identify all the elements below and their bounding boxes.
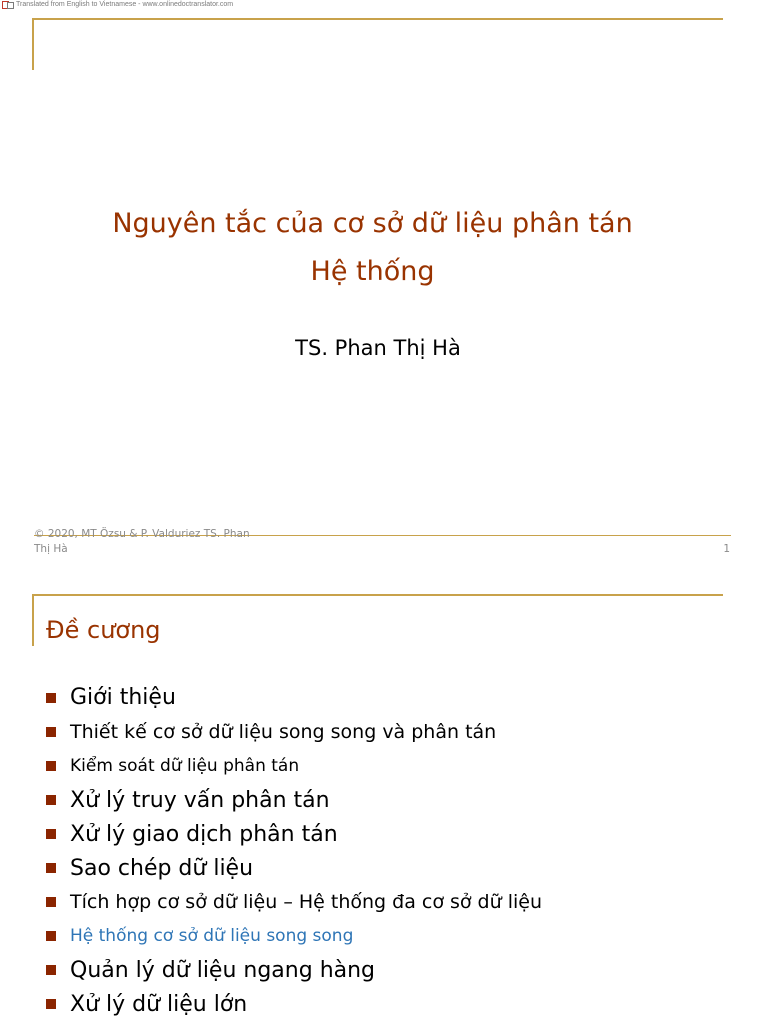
- outline-item: [46, 987, 746, 1021]
- outline-item-label: Xử lý giao dịch phân tán: [70, 821, 338, 847]
- slide2-top-accent-line: [32, 594, 723, 596]
- square-bullet-icon: [46, 727, 56, 737]
- outline-item: [46, 953, 746, 987]
- square-bullet-icon: [46, 761, 56, 771]
- slide1-title-line-1: Nguyên tắc của cơ sở dữ liệu phân tán: [112, 208, 633, 239]
- square-bullet-icon: [46, 829, 56, 839]
- slide2-title: Đề cương: [46, 616, 161, 644]
- slide1-footer-copyright: © 2020, MT Özsu & P. Valduriez TS. Phan Thị Hà: [34, 528, 250, 555]
- outline-list: [46, 680, 746, 1021]
- outline-item: [46, 715, 746, 749]
- outline-item-label: Quản lý dữ liệu ngang hàng: [70, 957, 376, 983]
- outline-item: [46, 680, 746, 715]
- outline-item-highlighted: [46, 919, 746, 953]
- outline-item-label: Thiết kế cơ sở dữ liệu song song và phân tán: [70, 721, 497, 743]
- outline-item-label: Xử lý dữ liệu lớn: [70, 991, 248, 1017]
- translator-banner[interactable]: [2, 0, 233, 9]
- outline-item-label: Hệ thống cơ sở dữ liệu song song: [70, 926, 354, 946]
- outline-item: [46, 749, 746, 783]
- square-bullet-icon: [46, 931, 56, 941]
- square-bullet-icon: [46, 693, 56, 703]
- outline-item-label: Xử lý truy vấn phân tán: [70, 787, 330, 813]
- square-bullet-icon: [46, 863, 56, 873]
- square-bullet-icon: [46, 897, 56, 907]
- slide1-title: [0, 200, 745, 296]
- outline-item-label: Giới thiệu: [70, 685, 176, 710]
- square-bullet-icon: [46, 965, 56, 975]
- outline-item-label: Tích hợp cơ sở dữ liệu – Hệ thống đa cơ sở dữ liệu: [70, 891, 542, 913]
- document-translate-icon: [2, 1, 14, 9]
- outline-item-label: Kiểm soát dữ liệu phân tán: [70, 756, 300, 776]
- outline-item: [46, 851, 746, 885]
- outline-item: [46, 783, 746, 817]
- slide1-title-line-2: Hệ thống: [310, 256, 435, 287]
- translator-banner-text[interactable]: Translated from English to Vietnamese - www.onlinedoctranslator.com: [16, 1, 234, 8]
- outline-item: [46, 885, 746, 919]
- slide1-author: TS. Phan Thị Hà: [295, 336, 461, 360]
- square-bullet-icon: [46, 795, 56, 805]
- slide1-page-number: 1: [723, 543, 730, 555]
- outline-item: [46, 817, 746, 851]
- square-bullet-icon: [46, 999, 56, 1009]
- slide1-left-accent-line: [32, 18, 34, 70]
- outline-item-label: Sao chép dữ liệu: [70, 855, 254, 881]
- slide1-top-accent-line: [32, 18, 723, 20]
- slide2-left-accent-line: [32, 594, 34, 646]
